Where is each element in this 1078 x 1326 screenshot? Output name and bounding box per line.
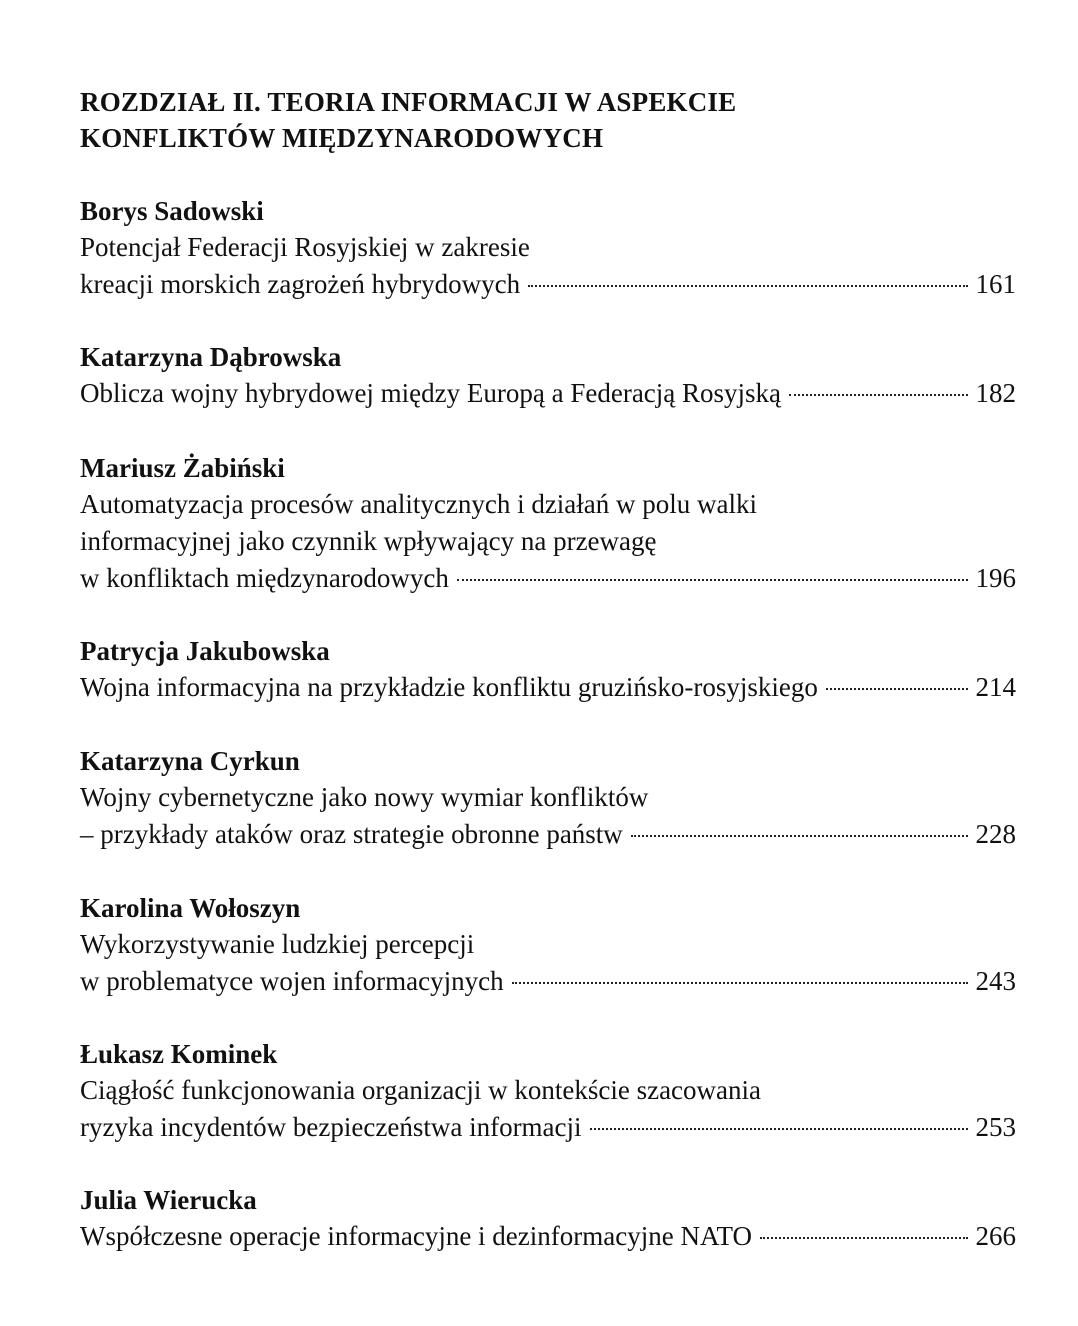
entry-title-text: Współczesne operacje informacyjne i dezinformacyjne NATO [80, 1221, 752, 1251]
entry-title-last-line[interactable] [80, 1109, 1016, 1146]
entry-title-text: – przykłady ataków oraz strategie obronne państw [80, 819, 623, 849]
entry-author: Łukasz Kominek [80, 1039, 278, 1069]
entry-title-last-line[interactable] [80, 669, 1016, 706]
entry-title-last-line[interactable] [80, 375, 1016, 412]
toc-entry [80, 193, 1016, 303]
toc-entry [80, 450, 1016, 597]
dot-leader [631, 834, 968, 837]
dot-leader [826, 687, 968, 690]
toc-entry [80, 890, 1016, 1000]
entry-title-text: ryzyka incydentów bezpieczeństwa informacji [80, 1112, 582, 1142]
entry-title-last-line[interactable] [80, 816, 1016, 853]
toc-page [80, 0, 1016, 1326]
page-number: 253 [975, 1112, 1016, 1142]
entry-title-line: Wojny cybernetyczne jako nowy wymiar konfliktów [80, 782, 649, 812]
toc-entry [80, 1182, 1016, 1255]
dot-leader [512, 981, 968, 984]
entry-title-last-line[interactable] [80, 266, 1016, 303]
entry-title-line: informacyjnej jako czynnik wpływający na przewagę [80, 526, 657, 556]
dot-leader [528, 284, 967, 287]
entry-author: Karolina Wołoszyn [80, 893, 301, 923]
entry-author: Patrycja Jakubowska [80, 636, 330, 666]
entry-title-text: w konfliktach międzynarodowych [80, 563, 449, 593]
entry-author: Borys Sadowski [80, 196, 264, 226]
entry-title-last-line[interactable] [80, 1218, 1016, 1255]
entry-title-line: Automatyzacja procesów analitycznych i działań w polu walki [80, 489, 758, 519]
entry-author: Katarzyna Dąbrowska [80, 342, 342, 372]
dot-leader [590, 1127, 968, 1130]
page-number: 161 [975, 269, 1016, 299]
dot-leader [789, 393, 967, 396]
page-number: 243 [975, 966, 1016, 996]
chapter-title-line-2: KONFLIKTÓW MIĘDZYNARODOWYCH [80, 123, 604, 153]
toc-entry [80, 1036, 1016, 1146]
page-number: 182 [975, 378, 1016, 408]
entry-title-text: Oblicza wojny hybrydowej między Europą a Federacją Rosyjską [80, 378, 782, 408]
toc-entry [80, 743, 1016, 853]
page-number: 214 [975, 672, 1016, 702]
entry-title-text: w problematyce wojen informacyjnych [80, 966, 504, 996]
entry-author: Mariusz Żabiński [80, 453, 285, 483]
chapter-title-line-1: ROZDZIAŁ II. TEORIA INFORMACJI W ASPEKCIE [80, 87, 737, 117]
entry-title-line: Wykorzystywanie ludzkiej percepcji [80, 929, 475, 959]
page-number: 266 [975, 1221, 1016, 1251]
entry-title-line: Ciągłość funkcjonowania organizacji w kontekście szacowania [80, 1075, 762, 1105]
page-number: 196 [975, 563, 1016, 593]
toc-entry [80, 633, 1016, 706]
chapter-title [80, 84, 840, 156]
entry-title-text: kreacji morskich zagrożeń hybrydowych [80, 269, 521, 299]
entry-title-last-line[interactable] [80, 560, 1016, 597]
dot-leader [760, 1236, 968, 1239]
entry-author: Julia Wierucka [80, 1185, 257, 1215]
entry-author: Katarzyna Cyrkun [80, 746, 300, 776]
dot-leader [457, 578, 968, 581]
toc-entry [80, 339, 1016, 412]
page-number: 228 [975, 819, 1016, 849]
entry-title-line: Potencjał Federacji Rosyjskiej w zakresie [80, 232, 530, 262]
entry-title-text: Wojna informacyjna na przykładzie konfliktu gruzińsko-rosyjskiego [80, 672, 818, 702]
entry-title-last-line[interactable] [80, 963, 1016, 1000]
